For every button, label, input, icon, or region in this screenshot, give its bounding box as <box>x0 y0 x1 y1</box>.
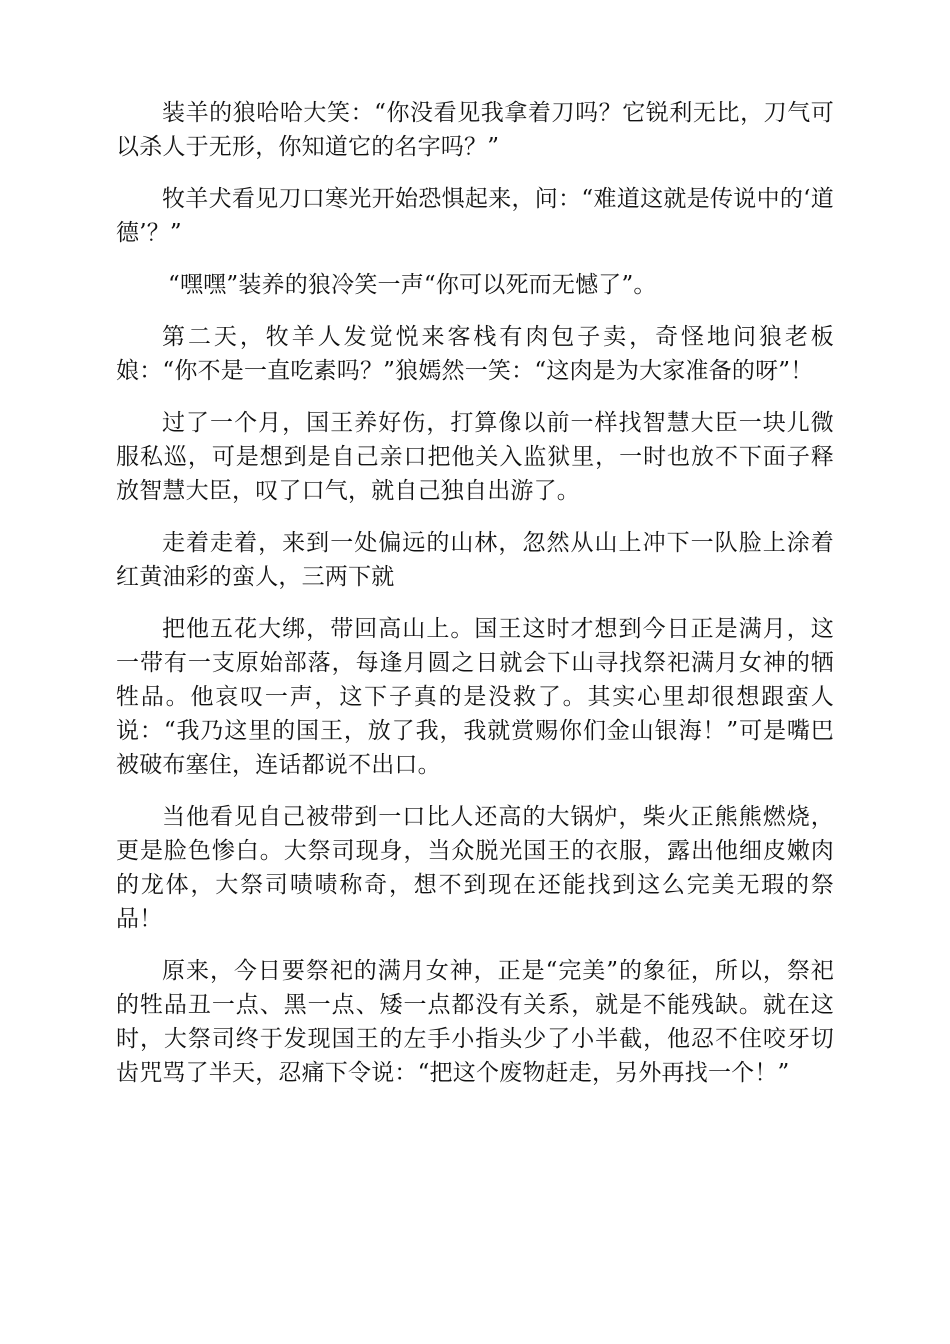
paragraph-1: 装羊的狼哈哈大笑：“你没看见我拿着刀吗？它锐利无比，刀气可以杀人于无形，你知道它的名字吗？” <box>116 100 834 160</box>
paragraph-7: 把他五花大绑，带回高山上。国王这时才想到今日正是满月，这一带有一支原始部落，每逢月圆之日就会下山寻找祭祀满月女神的牺牲品。他哀叹一声，这下子真的是没救了。其实心里却很想跟蛮人说：“我乃这里的国王，放了我，我就赏赐你们金山银海！”可是嘴巴被破布塞住，连话都说不出口。 <box>116 616 834 778</box>
paragraph-3: “嘿嘿”装养的狼冷笑一声“你可以死而无憾了”。 <box>168 272 657 298</box>
document-body <box>116 96 834 1108</box>
paragraph-9: 原来，今日要祭祀的满月女神，正是“完美”的象征，所以，祭祀的牲品丑一点、黑一点、矮一点都没有关系，就是不能残缺。就在这时，大祭司终于发现国王的左手小指头少了小半截，他忍不住咬牙切齿咒骂了半天，忍痛下令说：“把这个废物赶走，另外再找一个！” <box>116 958 834 1086</box>
paragraph-2: 牧羊犬看见刀口寒光开始恐惧起来，问：“难道这就是传说中的‘道德’？” <box>116 186 834 246</box>
paragraph-5: 过了一个月，国王养好伤，打算像以前一样找智慧大臣一块儿微服私巡，可是想到是自己亲口把他关入监狱里，一时也放不下面子释放智慧大臣，叹了口气，就自己独自出游了。 <box>116 410 834 504</box>
paragraph-4: 第二天，牧羊人发觉悦来客栈有肉包子卖，奇怪地问狼老板娘：“你不是一直吃素吗？”狼嫣然一笑：“这肉是为大家准备的呀”！ <box>116 324 834 384</box>
paragraph-8: 当他看见自己被带到一口比人还高的大锅炉，柴火正熊熊燃烧，更是脸色惨白。大祭司现身，当众脱光国王的衣服，露出他细皮嫩肉的龙体，大祭司啧啧称奇，想不到现在还能找到这么完美无瑕的祭品！ <box>116 804 834 932</box>
paragraph-6: 走着走着，来到一处偏远的山林，忽然从山上冲下一队脸上涂着红黄油彩的蛮人，三两下就 <box>116 530 834 590</box>
